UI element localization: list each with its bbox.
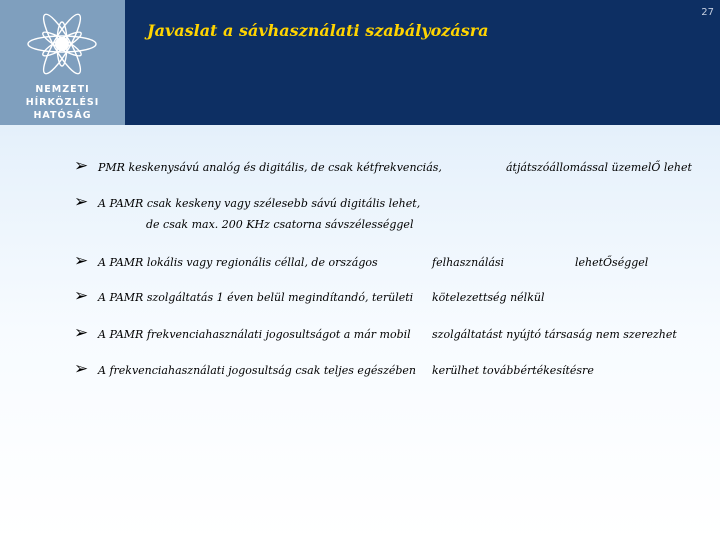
bullet-text-continued: de csak max. 200 KHz csatorna sávszélességgel [146, 218, 414, 231]
star-emblem-icon [15, 4, 110, 84]
page-number: 27 [701, 7, 714, 18]
logo-text-line1: NEMZETI [35, 84, 90, 95]
logo-text-line2: HÍRKÖZLÉSI [25, 97, 100, 108]
bullet-text-continued-2: lehetŐséggel [575, 256, 649, 269]
slide-title: Javaslat a sávhasználati szabályozásra [147, 21, 489, 40]
arrow-bullet-icon: ➢ [74, 323, 89, 343]
logo-panel [0, 0, 125, 125]
arrow-bullet-icon: ➢ [74, 192, 89, 212]
bullet-text: A frekvenciahasználati jogosultság csak teljes egészében [98, 364, 417, 377]
bullet-text: PMR keskenysávú analóg és digitális, de csak kétfrekvenciás, [98, 161, 442, 174]
bullet-text-continued: kötelezettség nélkül [432, 291, 545, 304]
bullet-text-continued: kerülhet továbbértékesítésre [432, 364, 594, 377]
bullet-text: A PAMR szolgáltatás 1 éven belül megindítandó, területi [98, 291, 414, 304]
logo-text-line3: HATÓSÁG [33, 110, 92, 121]
header-band [125, 0, 720, 125]
bullet-text: A PAMR frekvenciahasználati jogosultságot a már mobil [98, 328, 411, 341]
arrow-bullet-icon: ➢ [74, 359, 89, 379]
bullet-text: A PAMR lokális vagy regionális céllal, de országos [98, 256, 378, 269]
bullet-text-continued: felhasználási [432, 256, 505, 269]
bullet-text: A PAMR csak keskeny vagy szélesebb sávú digitális lehet, [98, 197, 421, 210]
bullet-text-continued: szolgáltatást nyújtó társaság nem szerezhet [432, 328, 677, 341]
arrow-bullet-icon: ➢ [74, 156, 89, 176]
arrow-bullet-icon: ➢ [74, 251, 89, 271]
arrow-bullet-icon: ➢ [74, 286, 89, 306]
bullet-text-continued: átjátszóállomással üzemelŐ lehet [506, 161, 692, 174]
